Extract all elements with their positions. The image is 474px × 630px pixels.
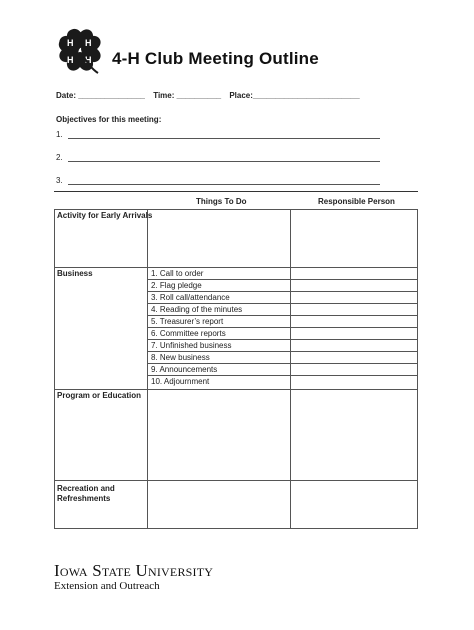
business-item[interactable]: 8. New business [148,352,418,364]
column-header-things-to-do: Things To Do [196,197,247,206]
section-early-arrivals: Activity for Early Arrivals [57,211,153,220]
university-name: Iowa State University [54,561,214,580]
university-logo [54,562,213,593]
date-field[interactable]: Date: _______________ [56,91,145,100]
business-item[interactable]: 5. Treasurer’s report [148,316,418,328]
objective-3-line[interactable] [68,184,380,185]
objective-number: 1. [56,130,63,139]
objective-1-line[interactable] [68,138,380,139]
business-item[interactable]: 3. Roll call/attendance [148,292,418,304]
objective-2-line[interactable] [68,161,380,162]
objective-number: 2. [56,153,63,162]
business-item[interactable]: 4. Reading of the minutes [148,304,418,316]
business-item[interactable]: 7. Unfinished business [148,340,418,352]
svg-text:H: H [85,38,92,48]
business-item[interactable]: 1. Call to order [148,268,418,280]
business-item[interactable]: 9. Announcements [148,364,418,376]
four-h-clover-logo [54,24,106,76]
section-separator [54,480,418,481]
table-top-rule [54,191,418,192]
business-item[interactable]: 6. Committee reports [148,328,418,340]
page-title: 4-H Club Meeting Outline [112,49,319,68]
svg-text:H: H [85,55,92,65]
section-recreation: Recreation and [57,484,115,493]
objective-number: 3. [56,176,63,185]
extension-unit: Extension and Outreach [54,580,160,592]
business-item[interactable]: 2. Flag pledge [148,280,418,292]
section-business: Business [57,269,93,278]
section-separator [54,389,418,390]
place-field[interactable]: Place:________________________ [229,91,360,100]
svg-text:H: H [67,55,74,65]
svg-text:H: H [67,38,74,48]
section-program-education: Program or Education [57,391,142,400]
meeting-fields-row [56,91,366,100]
time-field[interactable]: Time: __________ [153,91,222,100]
objectives-label: Objectives for this meeting: [56,115,162,124]
business-item[interactable]: 10. Adjournment [151,377,210,386]
column-header-responsible-person: Responsible Person [318,197,395,206]
section-refreshments: Refreshments [57,494,111,503]
